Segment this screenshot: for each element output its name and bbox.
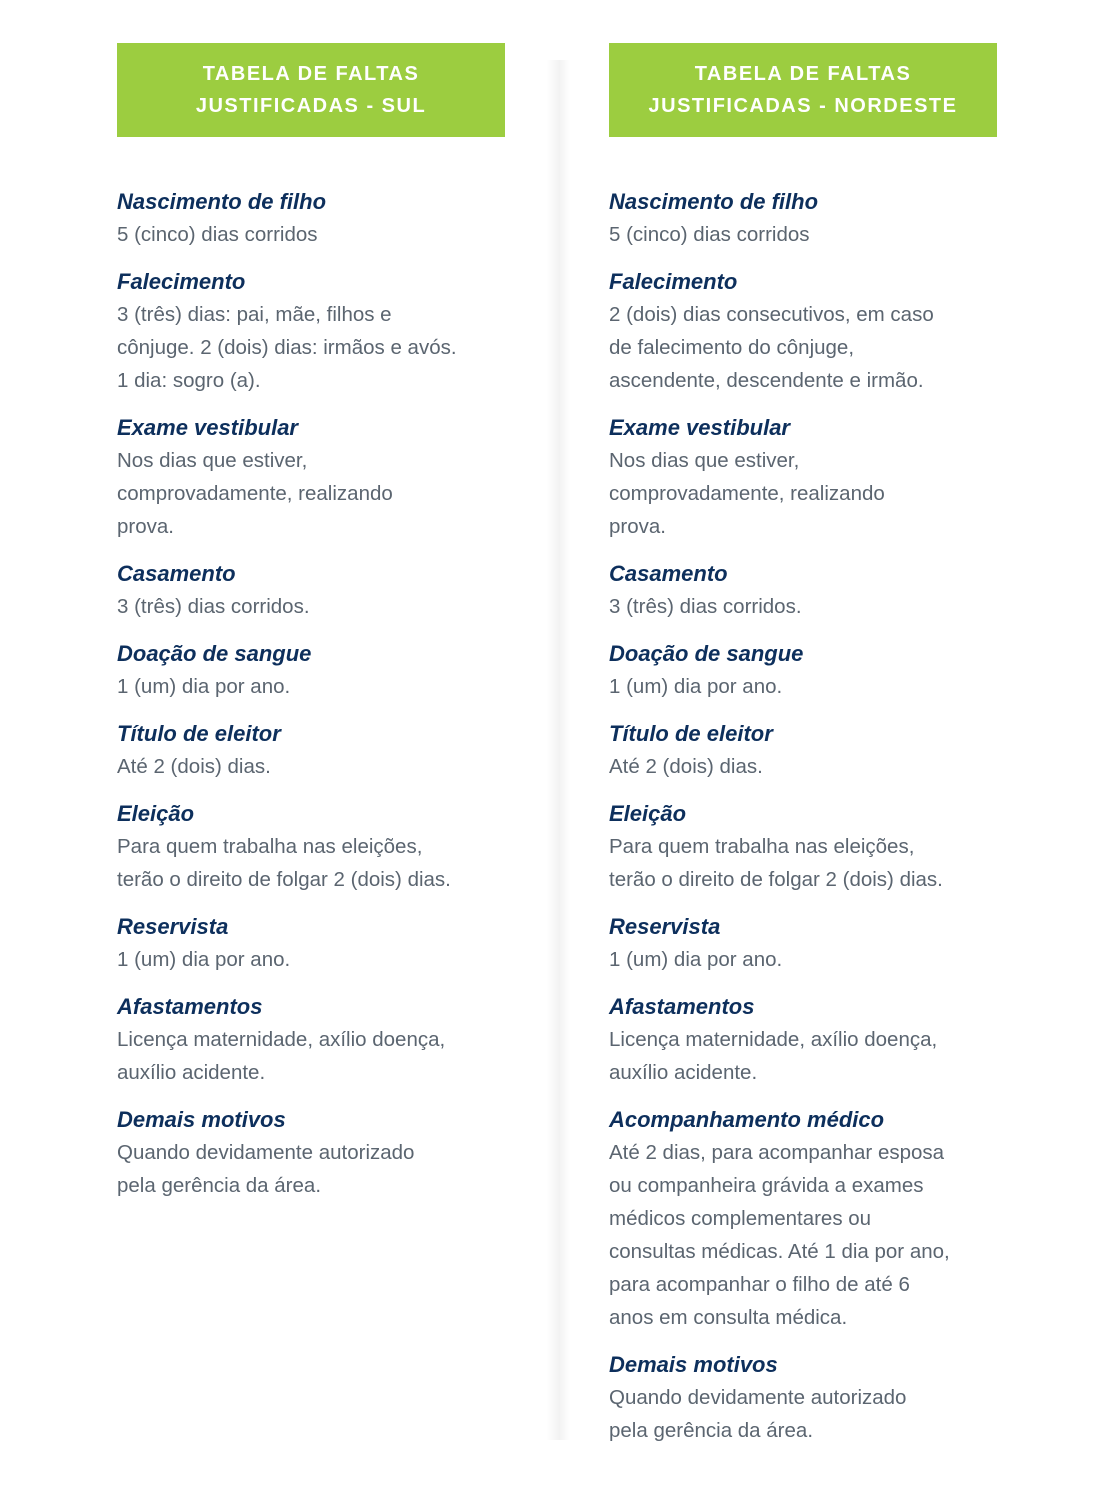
entry-text: 1 (um) dia por ano. [609, 948, 783, 971]
entry-title: Demais motivos [609, 1352, 778, 1377]
column-nordeste [609, 43, 997, 1461]
entry-title: Falecimento [609, 269, 738, 294]
entry-demais-motivos [609, 1348, 997, 1447]
column-divider-shadow [546, 60, 570, 1440]
entry-title: Reservista [609, 914, 721, 939]
column-sul [117, 43, 505, 1216]
entry-text: Até 2 (dois) dias. [609, 755, 763, 778]
entry-text: 2 (dois) dias consecutivos, em caso de falecimento do cônjuge, ascendente, descendente e irmão. [609, 303, 934, 392]
entry-doacao-de-sangue [117, 637, 505, 703]
entry-doacao-de-sangue [609, 637, 997, 703]
entry-text: Quando devidamente autorizado pela gerência da área. [117, 1141, 415, 1197]
entry-title: Doação de sangue [609, 641, 804, 666]
entry-acompanhamento-medico [609, 1103, 997, 1334]
entry-text: Nos dias que estiver, comprovadamente, realizando prova. [609, 449, 885, 538]
entry-falecimento [117, 265, 505, 397]
entry-reservista [609, 910, 997, 976]
entry-text: Para quem trabalha nas eleições, terão o direito de folgar 2 (dois) dias. [609, 835, 943, 891]
column-title-nordeste: TABELA DE FALTAS JUSTIFICADAS - NORDESTE [648, 63, 958, 117]
entry-title: Casamento [117, 561, 236, 586]
entry-reservista [117, 910, 505, 976]
column-title-sul: TABELA DE FALTAS JUSTIFICADAS - SUL [195, 63, 427, 117]
entry-title: Eleição [117, 801, 195, 826]
entry-title: Eleição [609, 801, 687, 826]
entry-title: Afastamentos [609, 994, 755, 1019]
entry-text: Licença maternidade, axílio doença, auxílio acidente. [117, 1028, 446, 1084]
entries-list-nordeste [609, 185, 997, 1447]
entry-exame-vestibular [117, 411, 505, 543]
entry-text: 3 (três) dias: pai, mãe, filhos e cônjuge. 2 (dois) dias: irmãos e avós. 1 dia: sogro (a). [117, 303, 457, 392]
entry-text: 3 (três) dias corridos. [117, 595, 310, 618]
entry-text: Até 2 dias, para acompanhar esposa ou companheira grávida a exames médicos complementares ou consultas médicas. Até 1 dia por ano, para acompanhar o filho de até 6 anos em consulta médica. [609, 1141, 950, 1329]
entry-eleicao [117, 797, 505, 896]
entry-title: Título de eleitor [117, 721, 281, 746]
entry-falecimento [609, 265, 997, 397]
entry-afastamentos [609, 990, 997, 1089]
entry-casamento [117, 557, 505, 623]
entry-text: 1 (um) dia por ano. [117, 948, 291, 971]
entry-title: Exame vestibular [117, 415, 298, 440]
entry-exame-vestibular [609, 411, 997, 543]
entry-text: 1 (um) dia por ano. [117, 675, 291, 698]
entry-afastamentos [117, 990, 505, 1089]
entry-demais-motivos [117, 1103, 505, 1202]
entry-casamento [609, 557, 997, 623]
entry-text: 5 (cinco) dias corridos [117, 223, 318, 246]
entry-titulo-de-eleitor [609, 717, 997, 783]
entry-title: Nascimento de filho [609, 189, 819, 214]
entry-title: Exame vestibular [609, 415, 790, 440]
entry-text: 3 (três) dias corridos. [609, 595, 802, 618]
entry-title: Reservista [117, 914, 229, 939]
entries-list-sul [117, 185, 505, 1202]
entry-text: 5 (cinco) dias corridos [609, 223, 810, 246]
entry-text: Até 2 (dois) dias. [117, 755, 271, 778]
entry-text: Licença maternidade, axílio doença, auxílio acidente. [609, 1028, 938, 1084]
column-header-sul [117, 43, 505, 137]
entry-text: Quando devidamente autorizado pela gerência da área. [609, 1386, 907, 1442]
entry-title: Nascimento de filho [117, 189, 327, 214]
entry-eleicao [609, 797, 997, 896]
entry-title: Falecimento [117, 269, 246, 294]
entry-title: Doação de sangue [117, 641, 312, 666]
entry-title: Acompanhamento médico [609, 1107, 885, 1132]
entry-titulo-de-eleitor [117, 717, 505, 783]
entry-title: Título de eleitor [609, 721, 773, 746]
entry-title: Casamento [609, 561, 728, 586]
entry-nascimento-de-filho [609, 185, 997, 251]
entry-text: Nos dias que estiver, comprovadamente, realizando prova. [117, 449, 393, 538]
entry-text: Para quem trabalha nas eleições, terão o direito de folgar 2 (dois) dias. [117, 835, 451, 891]
entry-title: Demais motivos [117, 1107, 286, 1132]
entry-nascimento-de-filho [117, 185, 505, 251]
column-header-nordeste [609, 43, 997, 137]
entry-text: 1 (um) dia por ano. [609, 675, 783, 698]
entry-title: Afastamentos [117, 994, 263, 1019]
